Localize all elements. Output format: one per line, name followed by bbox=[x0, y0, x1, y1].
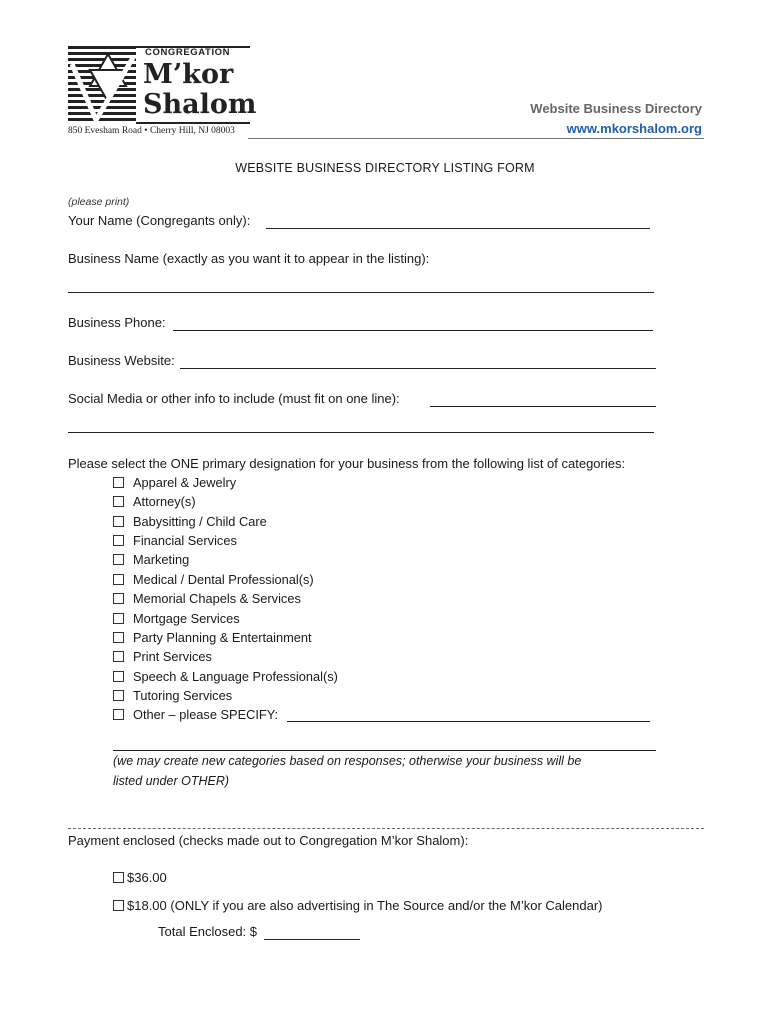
please-print-note: (please print) bbox=[68, 196, 130, 208]
business-website-field[interactable] bbox=[180, 368, 656, 369]
category-item-other[interactable] bbox=[113, 707, 278, 722]
checkbox-icon[interactable] bbox=[113, 535, 124, 546]
business-phone-field[interactable] bbox=[173, 330, 653, 331]
category-label: Financial Services bbox=[133, 533, 237, 548]
business-name-field[interactable] bbox=[68, 292, 654, 293]
category-item[interactable] bbox=[113, 475, 236, 490]
checkbox-icon[interactable] bbox=[113, 516, 124, 527]
org-name-line1: M’kor bbox=[143, 59, 234, 90]
category-item[interactable] bbox=[113, 533, 237, 548]
your-name-label: Your Name (Congregants only): bbox=[68, 213, 251, 228]
category-item[interactable] bbox=[113, 611, 240, 626]
category-item[interactable] bbox=[113, 572, 314, 587]
checkbox-icon[interactable] bbox=[113, 690, 124, 701]
category-label: Memorial Chapels & Services bbox=[133, 591, 301, 606]
checkbox-icon[interactable] bbox=[113, 651, 124, 662]
category-item[interactable] bbox=[113, 688, 232, 703]
checkbox-icon[interactable] bbox=[113, 900, 124, 911]
social-media-label: Social Media or other info to include (must fit on one line): bbox=[68, 391, 400, 406]
business-website-label: Business Website: bbox=[68, 353, 175, 368]
checkbox-icon[interactable] bbox=[113, 554, 124, 565]
org-address: 850 Evesham Road • Cherry Hill, NJ 08003 bbox=[68, 126, 235, 136]
category-label: Attorney(s) bbox=[133, 494, 196, 509]
total-enclosed-label: Total Enclosed: $ bbox=[158, 924, 258, 939]
category-label: Print Services bbox=[133, 649, 212, 664]
checkbox-icon[interactable] bbox=[113, 872, 124, 883]
your-name-field[interactable] bbox=[266, 228, 650, 229]
social-media-field-part1[interactable] bbox=[430, 406, 656, 407]
checkbox-icon[interactable] bbox=[113, 709, 124, 720]
payment-option-label: $18.00 (ONLY if you are also advertising in The Source and/or the M’kor Calendar) bbox=[127, 898, 603, 913]
org-name-line2: Shalom bbox=[143, 89, 257, 120]
social-media-field-part2[interactable] bbox=[68, 432, 654, 433]
category-label: Party Planning & Entertainment bbox=[133, 630, 312, 645]
checkbox-icon[interactable] bbox=[113, 477, 124, 488]
category-item[interactable] bbox=[113, 630, 312, 645]
checkbox-icon[interactable] bbox=[113, 632, 124, 643]
category-label: Mortgage Services bbox=[133, 611, 240, 626]
category-prompt: Please select the ONE primary designation for your business from the following list of categories: bbox=[68, 456, 626, 471]
payment-option-label: $36.00 bbox=[127, 870, 167, 885]
category-label: Marketing bbox=[133, 552, 190, 567]
payment-label: Payment enclosed (checks made out to Congregation M’kor Shalom): bbox=[68, 833, 469, 848]
checkbox-icon[interactable] bbox=[113, 496, 124, 507]
business-phone-label: Business Phone: bbox=[68, 315, 166, 330]
category-label: Apparel & Jewelry bbox=[133, 475, 237, 490]
other-specify-field[interactable] bbox=[287, 721, 650, 722]
checkbox-icon[interactable] bbox=[113, 593, 124, 604]
category-item[interactable] bbox=[113, 514, 267, 529]
other-specify-field-line2[interactable] bbox=[113, 750, 656, 751]
category-label: Speech & Language Professional(s) bbox=[133, 669, 338, 684]
category-note-line1: (we may create new categories based on responses; otherwise your business will be bbox=[113, 754, 582, 768]
checkbox-icon[interactable] bbox=[113, 574, 124, 585]
section-divider bbox=[68, 828, 704, 829]
checkbox-icon[interactable] bbox=[113, 613, 124, 624]
doc-title-header: Website Business Directory bbox=[530, 101, 702, 116]
form-title: WEBSITE BUSINESS DIRECTORY LISTING FORM bbox=[235, 161, 535, 175]
category-item[interactable] bbox=[113, 494, 196, 509]
category-item[interactable] bbox=[113, 669, 338, 684]
business-name-label: Business Name (exactly as you want it to appear in the listing): bbox=[68, 251, 430, 266]
category-note-line2: listed under OTHER) bbox=[113, 774, 230, 788]
category-item[interactable] bbox=[113, 552, 189, 567]
payment-option-18[interactable] bbox=[113, 898, 602, 913]
category-label: Tutoring Services bbox=[133, 688, 233, 703]
website-link[interactable]: www.mkorshalom.org bbox=[566, 121, 702, 136]
header-divider bbox=[248, 138, 704, 139]
category-label: Babysitting / Child Care bbox=[133, 514, 267, 529]
category-label: Other – please SPECIFY: bbox=[133, 707, 279, 722]
total-enclosed-field[interactable] bbox=[264, 939, 360, 940]
category-item[interactable] bbox=[113, 649, 212, 664]
payment-option-36[interactable] bbox=[113, 870, 167, 885]
checkbox-icon[interactable] bbox=[113, 671, 124, 682]
category-item[interactable] bbox=[113, 591, 301, 606]
category-label: Medical / Dental Professional(s) bbox=[133, 572, 314, 587]
org-prefix: CONGREGATION bbox=[145, 47, 231, 58]
